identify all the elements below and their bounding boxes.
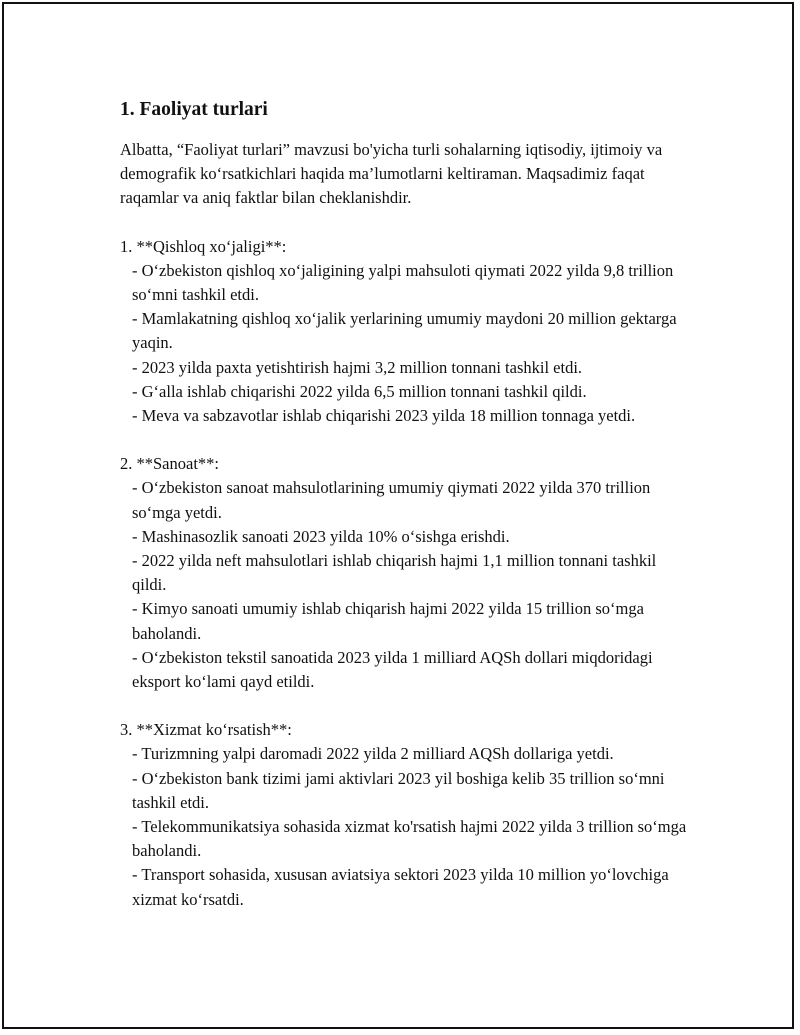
section-items (120, 742, 690, 911)
section-items (120, 259, 690, 428)
document-content (120, 96, 690, 912)
section-agriculture (120, 235, 690, 429)
list-item: - Transport sohasida, xususan aviatsiya sektori 2023 yilda 10 million yo‘lovchiga xizmat ko‘rsatdi. (132, 865, 669, 909)
section-title: 1. **Qishloq xo‘jaligi**: (120, 236, 287, 256)
list-item: - 2023 yilda paxta yetishtirish hajmi 3,2 million tonnani tashkil etdi. (132, 357, 583, 377)
intro-paragraph: Albatta, “Faoliyat turlari” mavzusi bo'yicha turli sohalarning iqtisodiy, ijtimoiy va demografik ko‘rsatkichlari haqida ma’lumotlarni keltiraman. Maqsadimiz faqat raqamlar va aniq faktlar bilan cheklanishdir. (120, 140, 663, 208)
list-item: - Meva va sabzavotlar ishlab chiqarishi 2023 yilda 18 million tonnaga yetdi. (132, 406, 636, 426)
list-item: - Telekommunikatsiya sohasida xizmat ko'rsatish hajmi 2022 yilda 3 trillion so‘mga baholandi. (132, 817, 687, 861)
list-item: - Mamlakatning qishloq xo‘jalik yerlarining umumiy maydoni 20 million gektarga yaqin. (132, 309, 677, 353)
section-title: 3. **Xizmat ko‘rsatish**: (120, 720, 292, 740)
section-industry (120, 452, 690, 694)
section-items (120, 476, 690, 694)
document-page (2, 2, 794, 1029)
list-item: - O‘zbekiston bank tizimi jami aktivlari 2023 yil boshiga kelib 35 trillion so‘mni tashkil etdi. (132, 768, 665, 812)
section-title: 2. **Sanoat**: (120, 454, 219, 474)
section-services (120, 718, 690, 912)
list-item: - O‘zbekiston qishloq xo‘jaligining yalpi mahsuloti qiymati 2022 yilda 9,8 trillion so‘mni tashkil etdi. (132, 260, 674, 305)
list-item: - 2022 yilda neft mahsulotlari ishlab chiqarish hajmi 1,1 million tonnani tashkil qildi. (132, 551, 657, 595)
list-item: - Mashinasozlik sanoati 2023 yilda 10% o‘sishga erishdi. (132, 526, 510, 546)
list-item: - O‘zbekiston sanoat mahsulotlarining umumiy qiymati 2022 yilda 370 trillion so‘mga yetdi. (132, 478, 651, 522)
list-item: - O‘zbekiston tekstil sanoatida 2023 yilda 1 milliard AQSh dollari miqdoridagi eksport ko‘lami qayd etildi. (132, 647, 653, 692)
document-heading: 1. Faoliyat turlari (120, 99, 268, 120)
list-item: - Kimyo sanoati umumiy ishlab chiqarish hajmi 2022 yilda 15 trillion so‘mga baholandi. (132, 599, 644, 643)
list-item: - Turizmning yalpi daromadi 2022 yilda 2 milliard AQSh dollariga yetdi. (132, 744, 614, 764)
list-item: - G‘alla ishlab chiqarishi 2022 yilda 6,5 million tonnani tashkil qildi. (132, 381, 587, 401)
